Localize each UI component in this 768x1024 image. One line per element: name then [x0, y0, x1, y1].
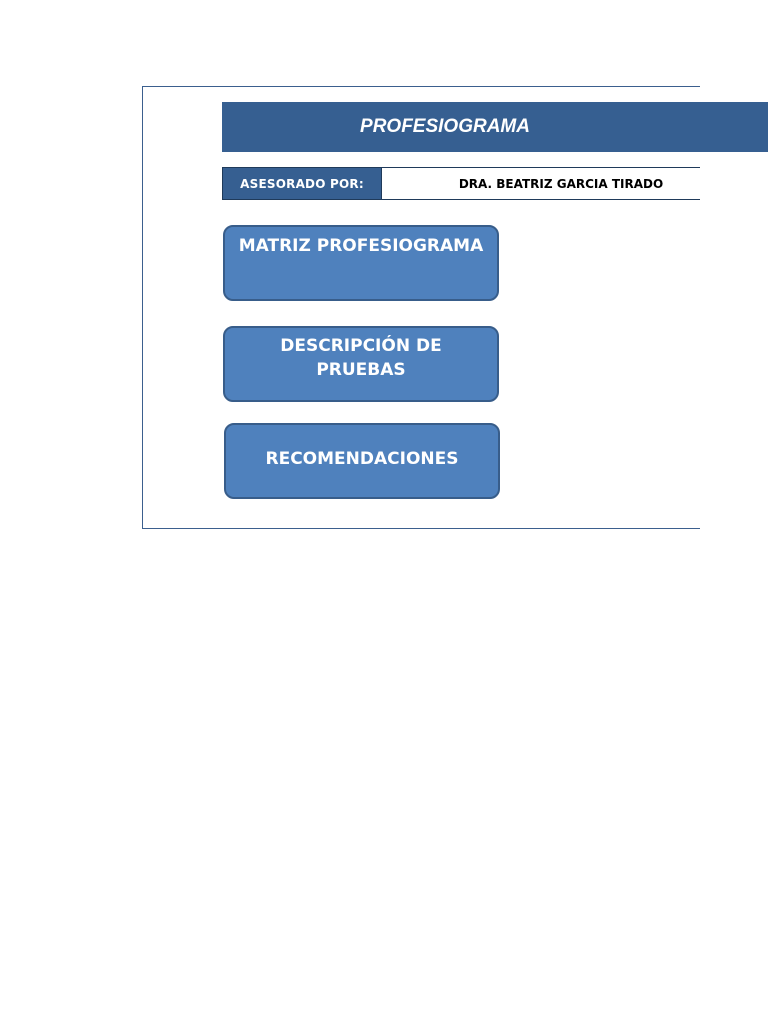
advisor-row: [222, 167, 700, 200]
recomendaciones-label: RECOMENDACIONES: [265, 449, 459, 469]
matriz-profesiograma-button[interactable]: [223, 225, 499, 301]
recomendaciones-button[interactable]: [224, 423, 500, 499]
page-title-text: PROFESIOGRAMA: [360, 116, 530, 137]
descripcion-pruebas-label: DESCRIPCIÓN DE PRUEBAS: [280, 336, 442, 380]
advisor-label: ASESORADO POR:: [223, 168, 382, 199]
advisor-value: DRA. BEATRIZ GARCIA TIRADO: [382, 168, 700, 199]
page-title: [222, 102, 768, 152]
descripcion-pruebas-button[interactable]: [223, 326, 499, 402]
matriz-profesiograma-label: MATRIZ PROFESIOGRAMA: [238, 236, 484, 256]
